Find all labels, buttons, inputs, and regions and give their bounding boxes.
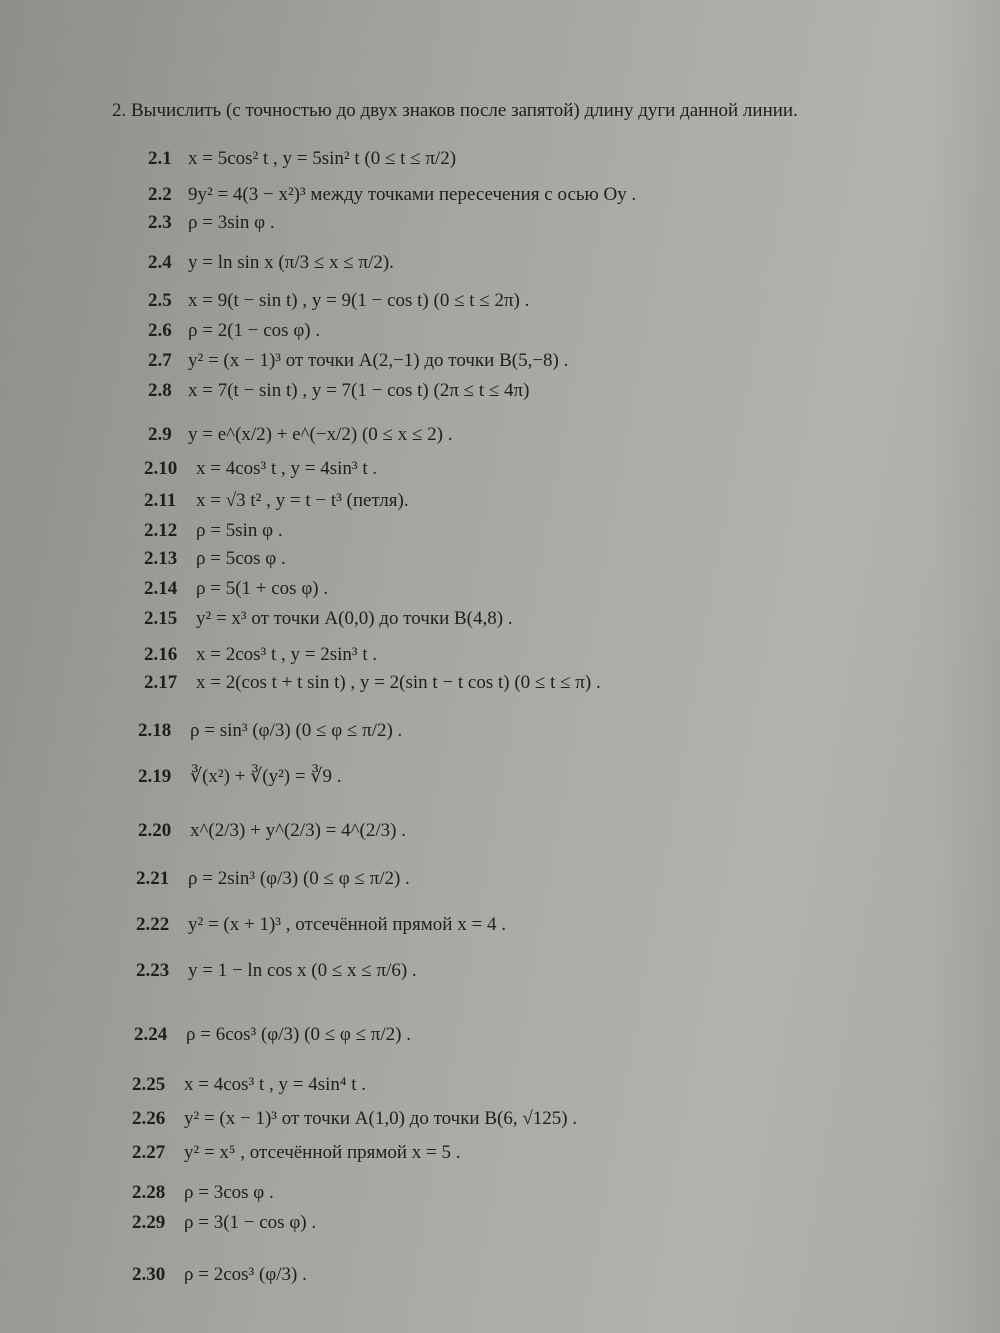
problem-number: 2.15 [144, 608, 178, 629]
problem-item [132, 1072, 366, 1098]
problem-expression: ρ = 2cos³ (φ/3) . [184, 1264, 307, 1285]
problem-item [148, 348, 568, 374]
problem-expression: x = 2cos³ t , y = 2sin³ t . [196, 644, 378, 665]
problem-item [148, 210, 275, 236]
problem-item [148, 378, 529, 404]
problem-expression: y² = x³ от точки A(0,0) до точки B(4,8) . [196, 608, 513, 629]
problem-number: 2.26 [132, 1108, 166, 1129]
problem-item [132, 1140, 461, 1166]
problem-item [148, 182, 636, 208]
problem-expression: y² = x⁵ , отсечённой прямой x = 5 . [184, 1142, 461, 1163]
problem-item [132, 1210, 316, 1236]
problem-item [132, 1262, 307, 1288]
problem-number: 2.11 [144, 490, 177, 511]
problem-item [148, 250, 394, 276]
problem-number: 2.22 [136, 914, 170, 935]
problem-item [136, 866, 410, 892]
problem-item [144, 606, 513, 632]
problem-expression: ρ = 6cos³ (φ/3) (0 ≤ φ ≤ π/2) . [186, 1024, 411, 1045]
problem-item [138, 818, 406, 844]
problem-item [144, 546, 286, 572]
problem-expression: x = 9(t − sin t) , y = 9(1 − cos t) (0 ≤ t ≤ 2π) . [188, 290, 530, 311]
problem-number: 2.12 [144, 520, 178, 541]
problem-number: 2.28 [132, 1182, 166, 1203]
problem-expression: ρ = 5(1 + cos φ) . [196, 578, 329, 599]
problem-number: 2.30 [132, 1264, 166, 1285]
problem-expression: ρ = 5cos φ . [196, 548, 286, 569]
problem-expression: x = 4cos³ t , y = 4sin⁴ t . [184, 1074, 367, 1095]
problem-item [138, 718, 402, 744]
problem-item [144, 642, 377, 668]
problem-number: 2.9 [148, 424, 172, 445]
problem-number: 2.24 [134, 1024, 168, 1045]
problem-expression: x = 7(t − sin t) , y = 7(1 − cos t) (2π ≤ t ≤ 4π) [188, 380, 530, 401]
problem-item [144, 670, 601, 696]
problem-item [132, 1180, 274, 1206]
problem-number: 2.4 [148, 252, 172, 273]
problem-expression: y² = (x − 1)³ от точки A(2,−1) до точки B(5,−8) . [188, 350, 569, 371]
problem-item [144, 518, 283, 544]
problem-item [136, 912, 506, 938]
problem-item [134, 1022, 411, 1048]
problem-item [148, 422, 452, 448]
problem-number: 2.21 [136, 868, 170, 889]
problem-expression: ρ = sin³ (φ/3) (0 ≤ φ ≤ π/2) . [190, 720, 403, 741]
problem-expression: ρ = 2(1 − cos φ) . [188, 320, 321, 341]
problem-expression: y = 1 − ln cos x (0 ≤ x ≤ π/6) . [188, 960, 417, 981]
problem-number: 2.20 [138, 820, 172, 841]
problem-number: 2.14 [144, 578, 178, 599]
problem-number: 2.29 [132, 1212, 166, 1233]
problem-expression: ρ = 5sin φ . [196, 520, 283, 541]
problem-expression: y = ln sin x (π/3 ≤ x ≤ π/2). [188, 252, 394, 273]
problem-expression: ∛(x²) + ∛(y²) = ∛9 . [190, 766, 342, 787]
problem-expression: ρ = 2sin³ (φ/3) (0 ≤ φ ≤ π/2) . [188, 868, 410, 889]
problem-expression: y² = (x + 1)³ , отсечённой прямой x = 4 . [188, 914, 506, 935]
problem-number: 2.13 [144, 548, 178, 569]
problem-expression: ρ = 3(1 − cos φ) . [184, 1212, 317, 1233]
problem-expression: ρ = 3sin φ . [188, 212, 275, 233]
problem-expression: y² = (x − 1)³ от точки A(1,0) до точки B(6, √125) . [184, 1108, 578, 1129]
problem-number: 2.27 [132, 1142, 166, 1163]
problem-number: 2.10 [144, 458, 178, 479]
problem-number: 2.17 [144, 672, 178, 693]
problem-item [144, 576, 328, 602]
problem-number: 2.18 [138, 720, 172, 741]
problem-expression: x^(2/3) + y^(2/3) = 4^(2/3) . [190, 820, 406, 841]
paper-shadow [930, 0, 1000, 1333]
problem-item [136, 958, 417, 984]
problem-expression: x = 5cos² t , y = 5sin² t (0 ≤ t ≤ π/2) [188, 148, 457, 169]
problem-item [138, 764, 341, 790]
problem-item [132, 1106, 577, 1132]
problem-number: 2.23 [136, 960, 170, 981]
problem-number: 2.5 [148, 290, 172, 311]
problem-expression: x = 2(cos t + t sin t) , y = 2(sin t − t cos t) (0 ≤ t ≤ π) . [196, 672, 601, 693]
problem-item [148, 146, 456, 172]
problem-expression: 9y² = 4(3 − x²)³ между точками пересечения с осью Oy . [188, 184, 637, 205]
problem-expression: x = √3 t² , y = t − t³ (петля). [196, 490, 409, 511]
problem-number: 2.25 [132, 1074, 166, 1095]
problem-number: 2.6 [148, 320, 172, 341]
task-heading: 2. Вычислить (с точностью до двух знаков после запятой) длину дуги данной линии. [112, 100, 798, 121]
problem-number: 2.3 [148, 212, 172, 233]
problem-number: 2.8 [148, 380, 172, 401]
problem-number: 2.7 [148, 350, 172, 371]
problem-item [148, 318, 320, 344]
problem-expression: x = 4cos³ t , y = 4sin³ t . [196, 458, 378, 479]
problem-number: 2.2 [148, 184, 172, 205]
problem-item [144, 456, 377, 482]
problem-expression: ρ = 3cos φ . [184, 1182, 274, 1203]
problem-item [148, 288, 529, 314]
problem-number: 2.16 [144, 644, 178, 665]
problem-item [144, 488, 409, 514]
problem-number: 2.19 [138, 766, 172, 787]
problem-number: 2.1 [148, 148, 172, 169]
problem-expression: y = e^(x/2) + e^(−x/2) (0 ≤ x ≤ 2) . [188, 424, 453, 445]
